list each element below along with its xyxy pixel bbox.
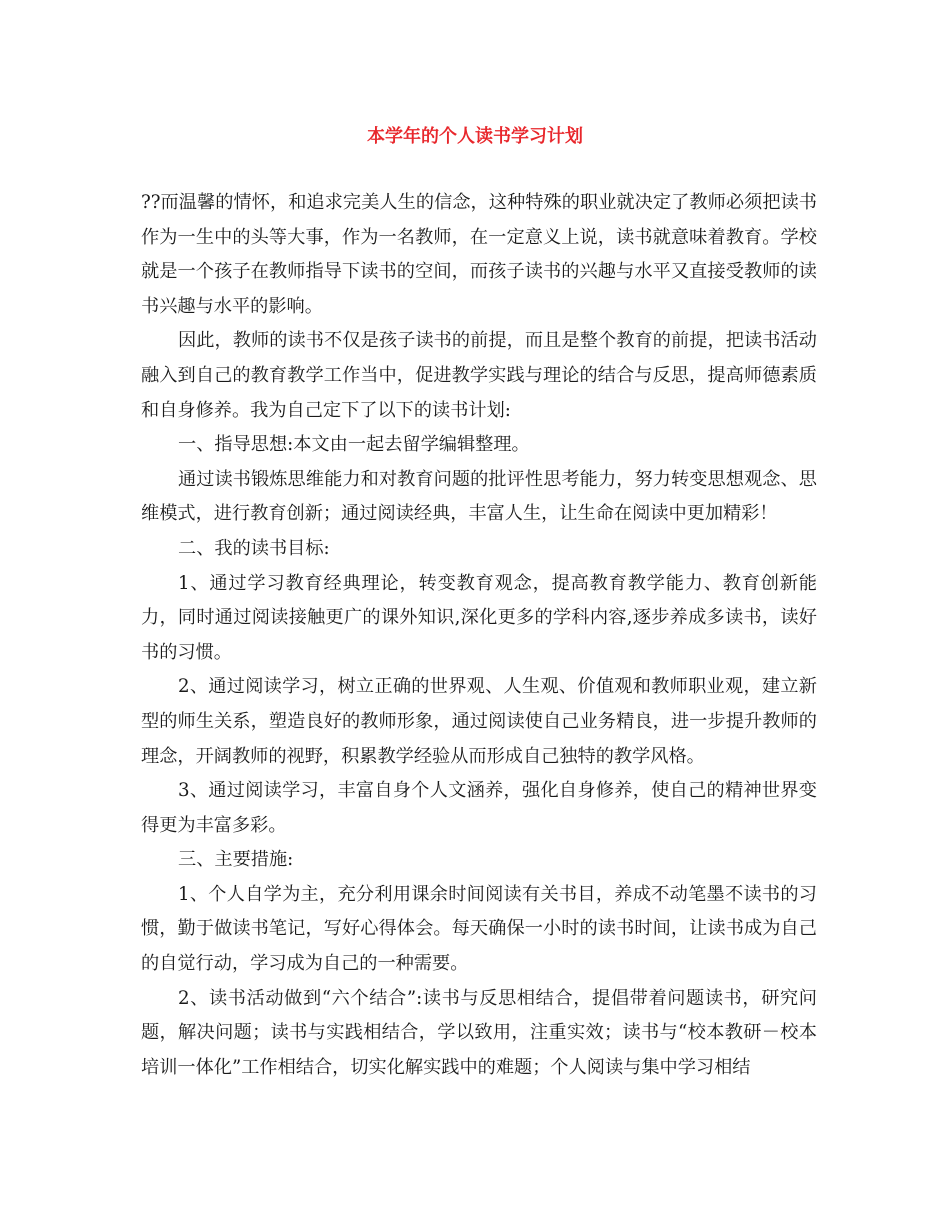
- document-title: 本学年的个人读书学习计划: [367, 126, 583, 147]
- paragraph-measure-1: 1、个人自学为主，充分利用课余时间阅读有关书目，养成不动笔墨不读书的习惯，勤于做读书笔记，写好心得体会。每天确保一小时的读书时间，让读书成为自己的自觉行动，学习成为自己的一种需要。: [141, 883, 817, 975]
- document-body: [141, 186, 817, 1085]
- paragraph-measure-2: 2、读书活动做到“六个结合”:读书与反思相结合，提倡带着问题读书，研究问题，解决问题；读书与实践相结合，学以致用，注重实效；读书与“校本教研－校本培训一体化”工作相结合，切实化解实践中的难题；个人阅读与集中学习相结: [141, 987, 817, 1078]
- paragraph-goal-1: 1、通过学习教育经典理论，转变教育观念，提高教育教学能力、教育创新能力，同时通过阅读接触更广的课外知识,深化更多的学科内容,逐步养成多读书，读好书的习惯。: [141, 572, 817, 663]
- heading-reading-goals: 二、我的读书目标:: [178, 537, 330, 559]
- heading-main-measures: 三、主要措施:: [178, 849, 294, 871]
- paragraph-reason: 因此，教师的读书不仅是孩子读书的前提，而且是整个教育的前提，把读书活动融入到自己的教育教学工作当中，促进教学实践与理论的结合与反思，提高师德素质和自身修养。我为自己定下了以下的读书计划:: [141, 330, 817, 421]
- paragraph-intro: ??而温馨的情怀，和追求完美人生的信念，这种特殊的职业就决定了教师必须把读书作为一生中的头等大事，作为一名教师，在一定意义上说，读书就意味着教育。学校就是一个孩子在教师指导下读书的空间，而孩子读书的兴趣与水平又直接受教师的读书兴趣与水平的影响。: [141, 192, 817, 317]
- heading-guiding-thought: 一、指导思想:本文由一起去留学编辑整理。: [178, 434, 530, 456]
- paragraph-goal-3: 3、通过阅读学习，丰富自身个人文涵养，强化自身修养，使自己的精神世界变得更为丰富多彩。: [141, 780, 817, 836]
- paragraph-goal-2: 2、通过阅读学习，树立正确的世界观、人生观、价值观和教师职业观，建立新型的师生关系，塑造良好的教师形象，通过阅读使自己业务精良，进一步提升教师的理念，开阔教师的视野，积累教学经验从而形成自己独特的教学风格。: [141, 676, 817, 767]
- paragraph-guiding-thought: 通过读书锻炼思维能力和对教育问题的批评性思考能力，努力转变思想观念、思维模式，进行教育创新；通过阅读经典，丰富人生，让生命在阅读中更加精彩！: [141, 468, 817, 525]
